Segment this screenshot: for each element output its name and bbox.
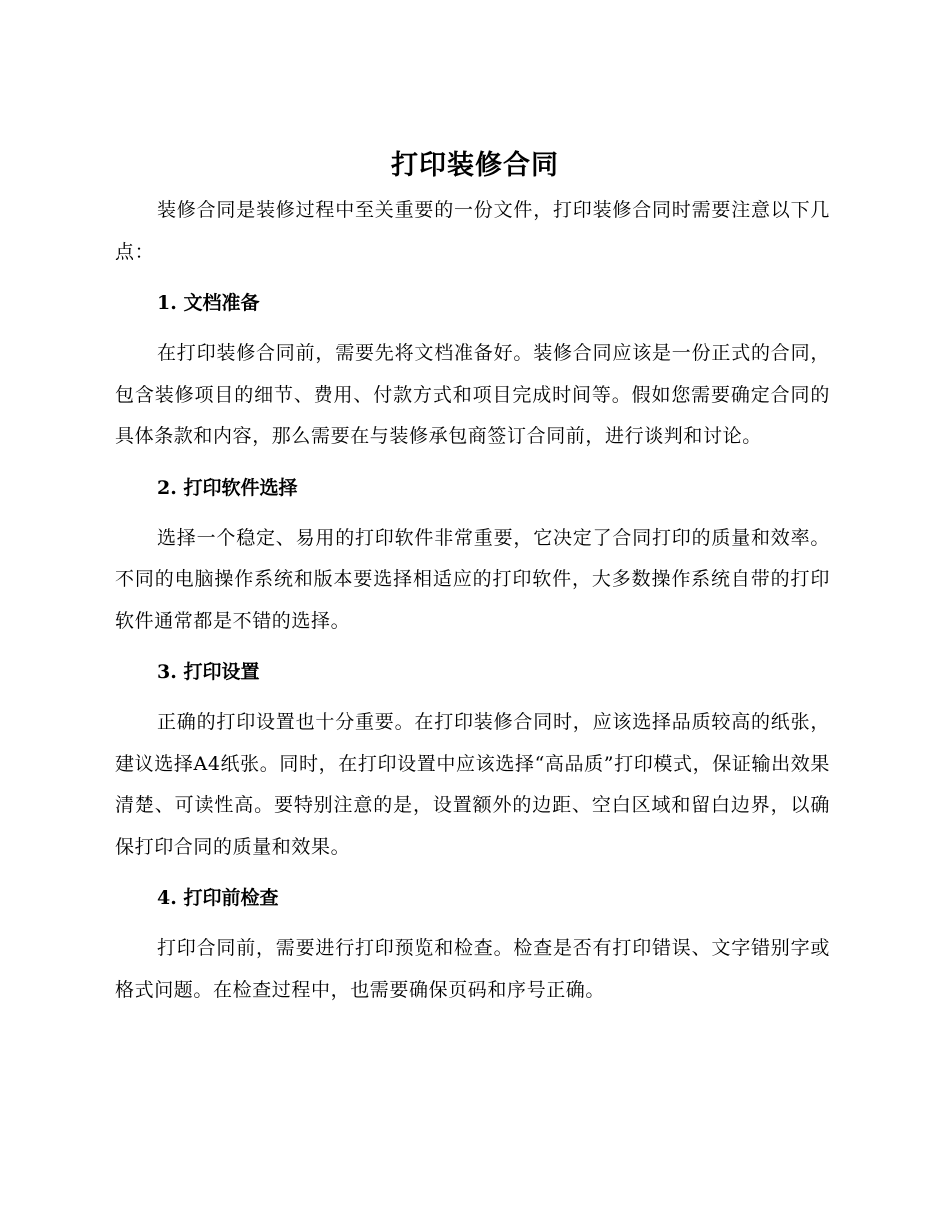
section-heading: 4. 打印前检查 bbox=[157, 887, 279, 909]
section-paragraph: 选择一个稳定、易用的打印软件非常重要，它决定了合同打印的质量和效率。不同的电脑操作系统和版本要选择相适应的打印软件，大多数操作系统自带的打印软件通常都是不错的选择。 bbox=[115, 526, 830, 632]
section-paragraph: 正确的打印设置也十分重要。在打印装修合同时，应该选择品质较高的纸张，建议选择A4纸张。同时，在打印设置中应该选择“高品质”打印模式，保证输出效果清楚、可读性高。要特别注意的是，设置额外的边距、空白区域和留白边界，以确保打印合同的质量和效果。 bbox=[115, 711, 830, 858]
section-document-preparation bbox=[115, 283, 830, 458]
section-pre-print-check bbox=[115, 878, 830, 1011]
section-paragraph: 打印合同前，需要进行打印预览和检查。检查是否有打印错误、文字错别字或格式问题。在检查过程中，也需要确保页码和序号正确。 bbox=[115, 937, 830, 1001]
section-heading: 1. 文档准备 bbox=[157, 292, 260, 314]
document-body bbox=[115, 190, 830, 1011]
intro-paragraph: 装修合同是装修过程中至关重要的一份文件，打印装修合同时需要注意以下几点： bbox=[115, 199, 830, 263]
section-heading: 3. 打印设置 bbox=[157, 661, 260, 683]
section-paragraph: 在打印装修合同前，需要先将文档准备好。装修合同应该是一份正式的合同，包含装修项目的细节、费用、付款方式和项目完成时间等。假如您需要确定合同的具体条款和内容，那么需要在与装修承包商签订合同前，进行谈判和讨论。 bbox=[115, 342, 830, 447]
section-print-software bbox=[115, 468, 830, 643]
section-print-settings bbox=[115, 652, 830, 868]
section-heading: 2. 打印软件选择 bbox=[157, 476, 298, 499]
document-title: 打印装修合同 bbox=[391, 150, 559, 181]
